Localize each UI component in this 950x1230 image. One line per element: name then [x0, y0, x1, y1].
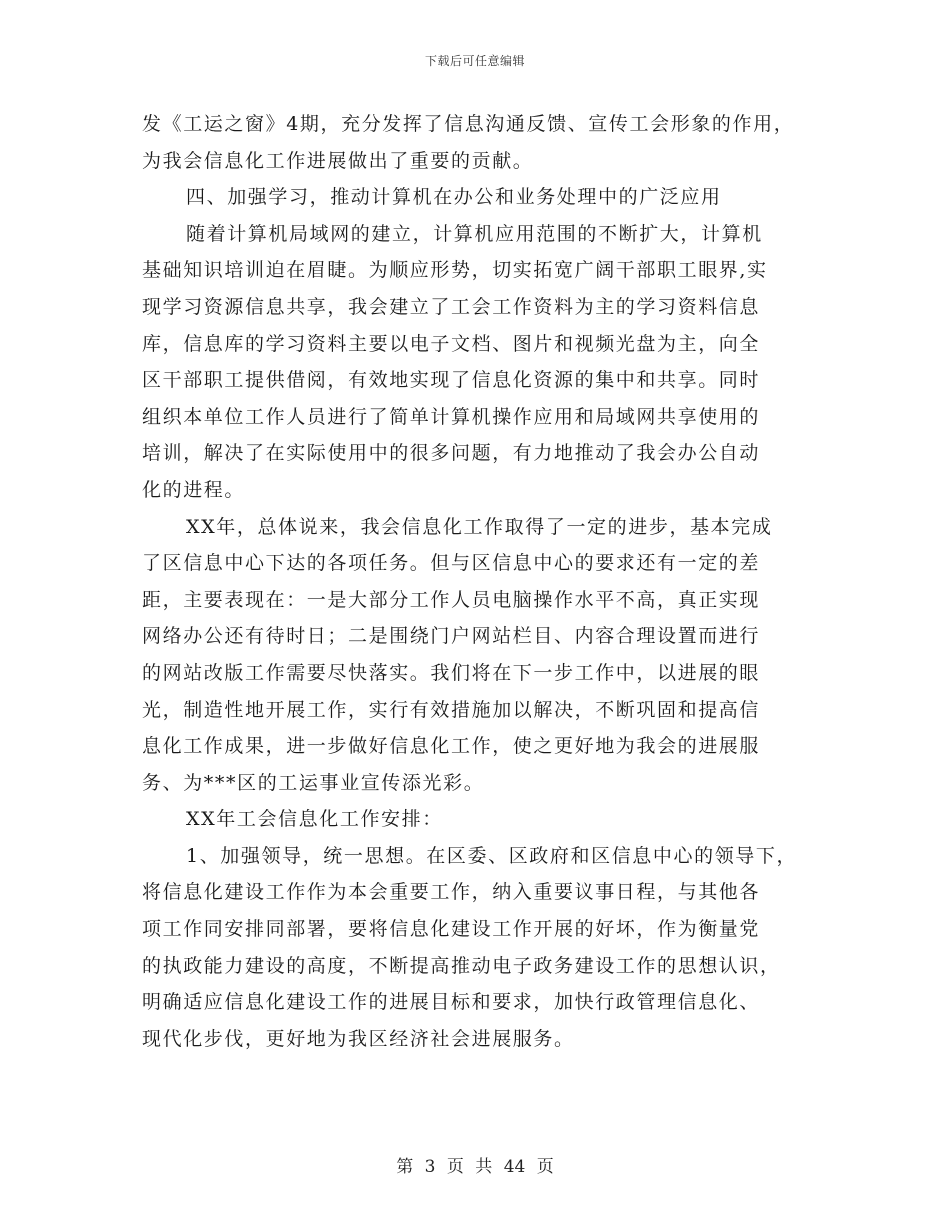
page-footer: 第 3 页 共 44 页 [396, 1157, 554, 1177]
text-line: 组织本单位工作人员进行了简单计算机操作应用和局域网共享使用的 [142, 405, 761, 428]
text-line: 明确适应信息化建设工作的进展目标和要求，加快行政管理信息化、 [142, 991, 761, 1014]
text-line: 发《工运之窗》4期，充分发挥了信息沟通反馈、宣传工会形象的作用， [142, 113, 795, 135]
text-line: 现学习资源信息共享，我会建立了工会工作资料为主的学习资料信息 [142, 295, 761, 318]
text-line: XX年工会信息化工作安排： [186, 808, 443, 831]
text-line: 随着计算机局域网的建立，计算机应用范围的不断扩大，计算机 [186, 222, 763, 245]
text-line: 四、加强学习，推动计算机在办公和业务处理中的广泛应用 [186, 186, 722, 209]
text-line: 将信息化建设工作作为本会重要工作，纳入重要议事日程，与其他各 [142, 881, 761, 904]
page-header: 下载后可任意编辑 [424, 54, 525, 68]
text-line: 化的进程。 [142, 478, 246, 501]
text-line: 的执政能力建设的高度，不断提高推动电子政务建设工作的思想认识， [142, 954, 781, 977]
text-line: 基础知识培训迫在眉睫。为顺应形势，切实拓宽广阔干部职工眼界,实 [142, 259, 768, 282]
text-line: 现代化步伐，更好地为我区经济社会进展服务。 [142, 1027, 575, 1050]
text-line: 务、为***区的工运事业宣传添光彩。 [142, 771, 485, 794]
text-line: 的网站改版工作需要尽快落实。我们将在下一步工作中，以进展的眼 [142, 661, 761, 684]
text-line: XX年，总体说来，我会信息化工作取得了一定的进步，基本完成 [186, 515, 773, 538]
text-line: 光，制造性地开展工作，实行有效措施加以解决，不断巩固和提高信 [142, 698, 761, 721]
text-line: 库，信息库的学习资料主要以电子文档、图片和视频光盘为主，向全 [142, 332, 761, 355]
text-line: 培训，解决了在实际使用中的很多问题，有力地推动了我会办公自动 [142, 442, 761, 465]
text-line: 1、加强领导，统一思想。在区委、区政府和区信息中心的领导下， [186, 844, 798, 867]
text-line: 区干部职工提供借阅，有效地实现了信息化资源的集中和共享。同时 [142, 369, 761, 392]
text-line: 网络办公还有待时日；二是围绕门户网站栏目、内容合理设置而进行 [142, 625, 761, 648]
text-line: 项工作同安排同部署，要将信息化建设工作开展的好坏，作为衡量党 [142, 918, 761, 941]
text-line: 了区信息中心下达的各项任务。但与区信息中心的要求还有一定的差 [142, 552, 761, 575]
text-line: 为我会信息化工作进展做出了重要的贡献。 [142, 149, 534, 172]
document-body [142, 106, 822, 1057]
text-line: 息化工作成果，进一步做好信息化工作，使之更好地为我会的进展服 [142, 735, 761, 758]
text-line: 距，主要表现在：一是大部分工作人员电脑操作水平不高，真正实现 [142, 588, 761, 611]
